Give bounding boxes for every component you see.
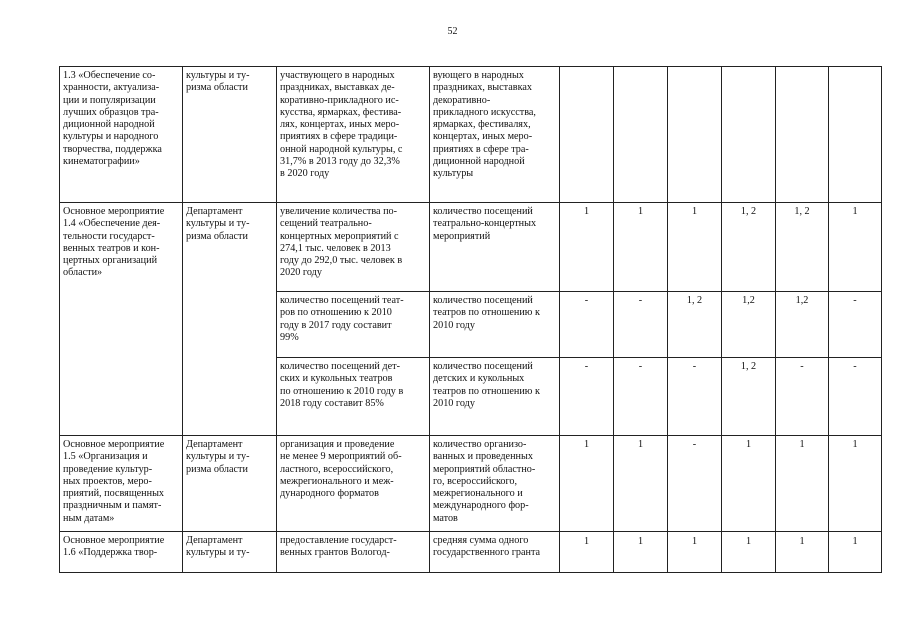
- value-cell: 1: [614, 532, 668, 573]
- page-number: 52: [447, 26, 458, 37]
- value-cell: -: [560, 358, 614, 436]
- executor-cell: культуры и ту- ризма области: [183, 67, 277, 203]
- value-cell: 1: [829, 203, 882, 292]
- value-cell: 1: [614, 436, 668, 532]
- value-cell: -: [614, 292, 668, 358]
- value-cell: [560, 67, 614, 203]
- value-cell: 1: [614, 203, 668, 292]
- table-row: [60, 532, 882, 573]
- value-cell: 1: [829, 532, 882, 573]
- measure-cell: 1.3 «Обеспечение со- хранности, актуализа- ции и популяризации лучших образцов тра- диционной народной культуры и народного творчества, поддержка кинематографии»: [60, 67, 183, 203]
- value-cell: [614, 67, 668, 203]
- value-cell: -: [829, 292, 882, 358]
- value-cell: -: [668, 358, 722, 436]
- value-cell: 1, 2: [722, 358, 776, 436]
- result-cell: количество посещений дет- ских и кукольных театров по отношению к 2010 году в 2018 году составит 85%: [277, 358, 430, 436]
- result-cell: предоставление государст- венных грантов Вологод-: [277, 532, 430, 573]
- indicator-cell: количество посещений театров по отношению к 2010 году: [430, 292, 560, 358]
- indicator-cell: количество посещений театрально-концертных мероприятий: [430, 203, 560, 292]
- measure-cell: Основное мероприятие 1.4 «Обеспечение дея- тельности государст- венных театров и кон- цертных организаций области»: [60, 203, 183, 436]
- value-cell: [829, 67, 882, 203]
- value-cell: 1: [776, 436, 829, 532]
- value-cell: 1: [668, 203, 722, 292]
- value-cell: [776, 67, 829, 203]
- indicator-cell: вующего в народных праздниках, выставках декоративно- прикладного искусства, ярмарках, фестивалях, концертах, иных меро- приятиях в сфере тра- диционной народной культуры: [430, 67, 560, 203]
- table-row: [60, 436, 882, 532]
- value-cell: 1: [560, 532, 614, 573]
- measure-cell: Основное мероприятие 1.6 «Поддержка твор-: [60, 532, 183, 573]
- value-cell: 1: [722, 532, 776, 573]
- value-cell: -: [668, 436, 722, 532]
- program-measures-table: [59, 66, 882, 573]
- measure-cell: Основное мероприятие 1.5 «Организация и проведение культур- ных проектов, меро- приятий, посвященных праздничным и памят- ным датам»: [60, 436, 183, 532]
- value-cell: 1: [560, 203, 614, 292]
- executor-cell: Департамент культуры и ту- ризма области: [183, 436, 277, 532]
- result-cell: участвующего в народных праздниках, выставках де- коративно-прикладного ис- кусства, ярмарках, фестива- лях, концертах, иных меро- приятиях в сфере традици- онной народной культуры, с 31,7% в 2013 году до 32,3% в 2020 году: [277, 67, 430, 203]
- table-row: [60, 203, 882, 292]
- value-cell: 1,2: [776, 292, 829, 358]
- indicator-cell: количество организо- ванных и проведенных мероприятий областно- го, всероссийского, межрегионального и международного фор- матов: [430, 436, 560, 532]
- value-cell: 1: [722, 436, 776, 532]
- value-cell: 1, 2: [668, 292, 722, 358]
- value-cell: [668, 67, 722, 203]
- executor-cell: Департамент культуры и ту- ризма области: [183, 203, 277, 436]
- value-cell: -: [829, 358, 882, 436]
- value-cell: 1: [776, 532, 829, 573]
- value-cell: -: [560, 292, 614, 358]
- value-cell: 1,2: [722, 292, 776, 358]
- indicator-cell: количество посещений детских и кукольных театров по отношению к 2010 году: [430, 358, 560, 436]
- indicator-cell: средняя сумма одного государственного гранта: [430, 532, 560, 573]
- executor-cell: Департамент культуры и ту-: [183, 532, 277, 573]
- table-row: [60, 67, 882, 203]
- value-cell: [722, 67, 776, 203]
- value-cell: 1, 2: [776, 203, 829, 292]
- result-cell: увеличение количества по- сещений театрально- концертных мероприятий с 274,1 тыс. человек в 2013 году до 292,0 тыс. человек в 2020 году: [277, 203, 430, 292]
- value-cell: 1, 2: [722, 203, 776, 292]
- value-cell: 1: [560, 436, 614, 532]
- result-cell: количество посещений теат- ров по отношению к 2010 году в 2017 году составит 99%: [277, 292, 430, 358]
- result-cell: организация и проведение не менее 9 мероприятий об- ластного, всероссийского, межрегионального и меж- дународного форматов: [277, 436, 430, 532]
- value-cell: -: [614, 358, 668, 436]
- value-cell: 1: [829, 436, 882, 532]
- value-cell: 1: [668, 532, 722, 573]
- value-cell: -: [776, 358, 829, 436]
